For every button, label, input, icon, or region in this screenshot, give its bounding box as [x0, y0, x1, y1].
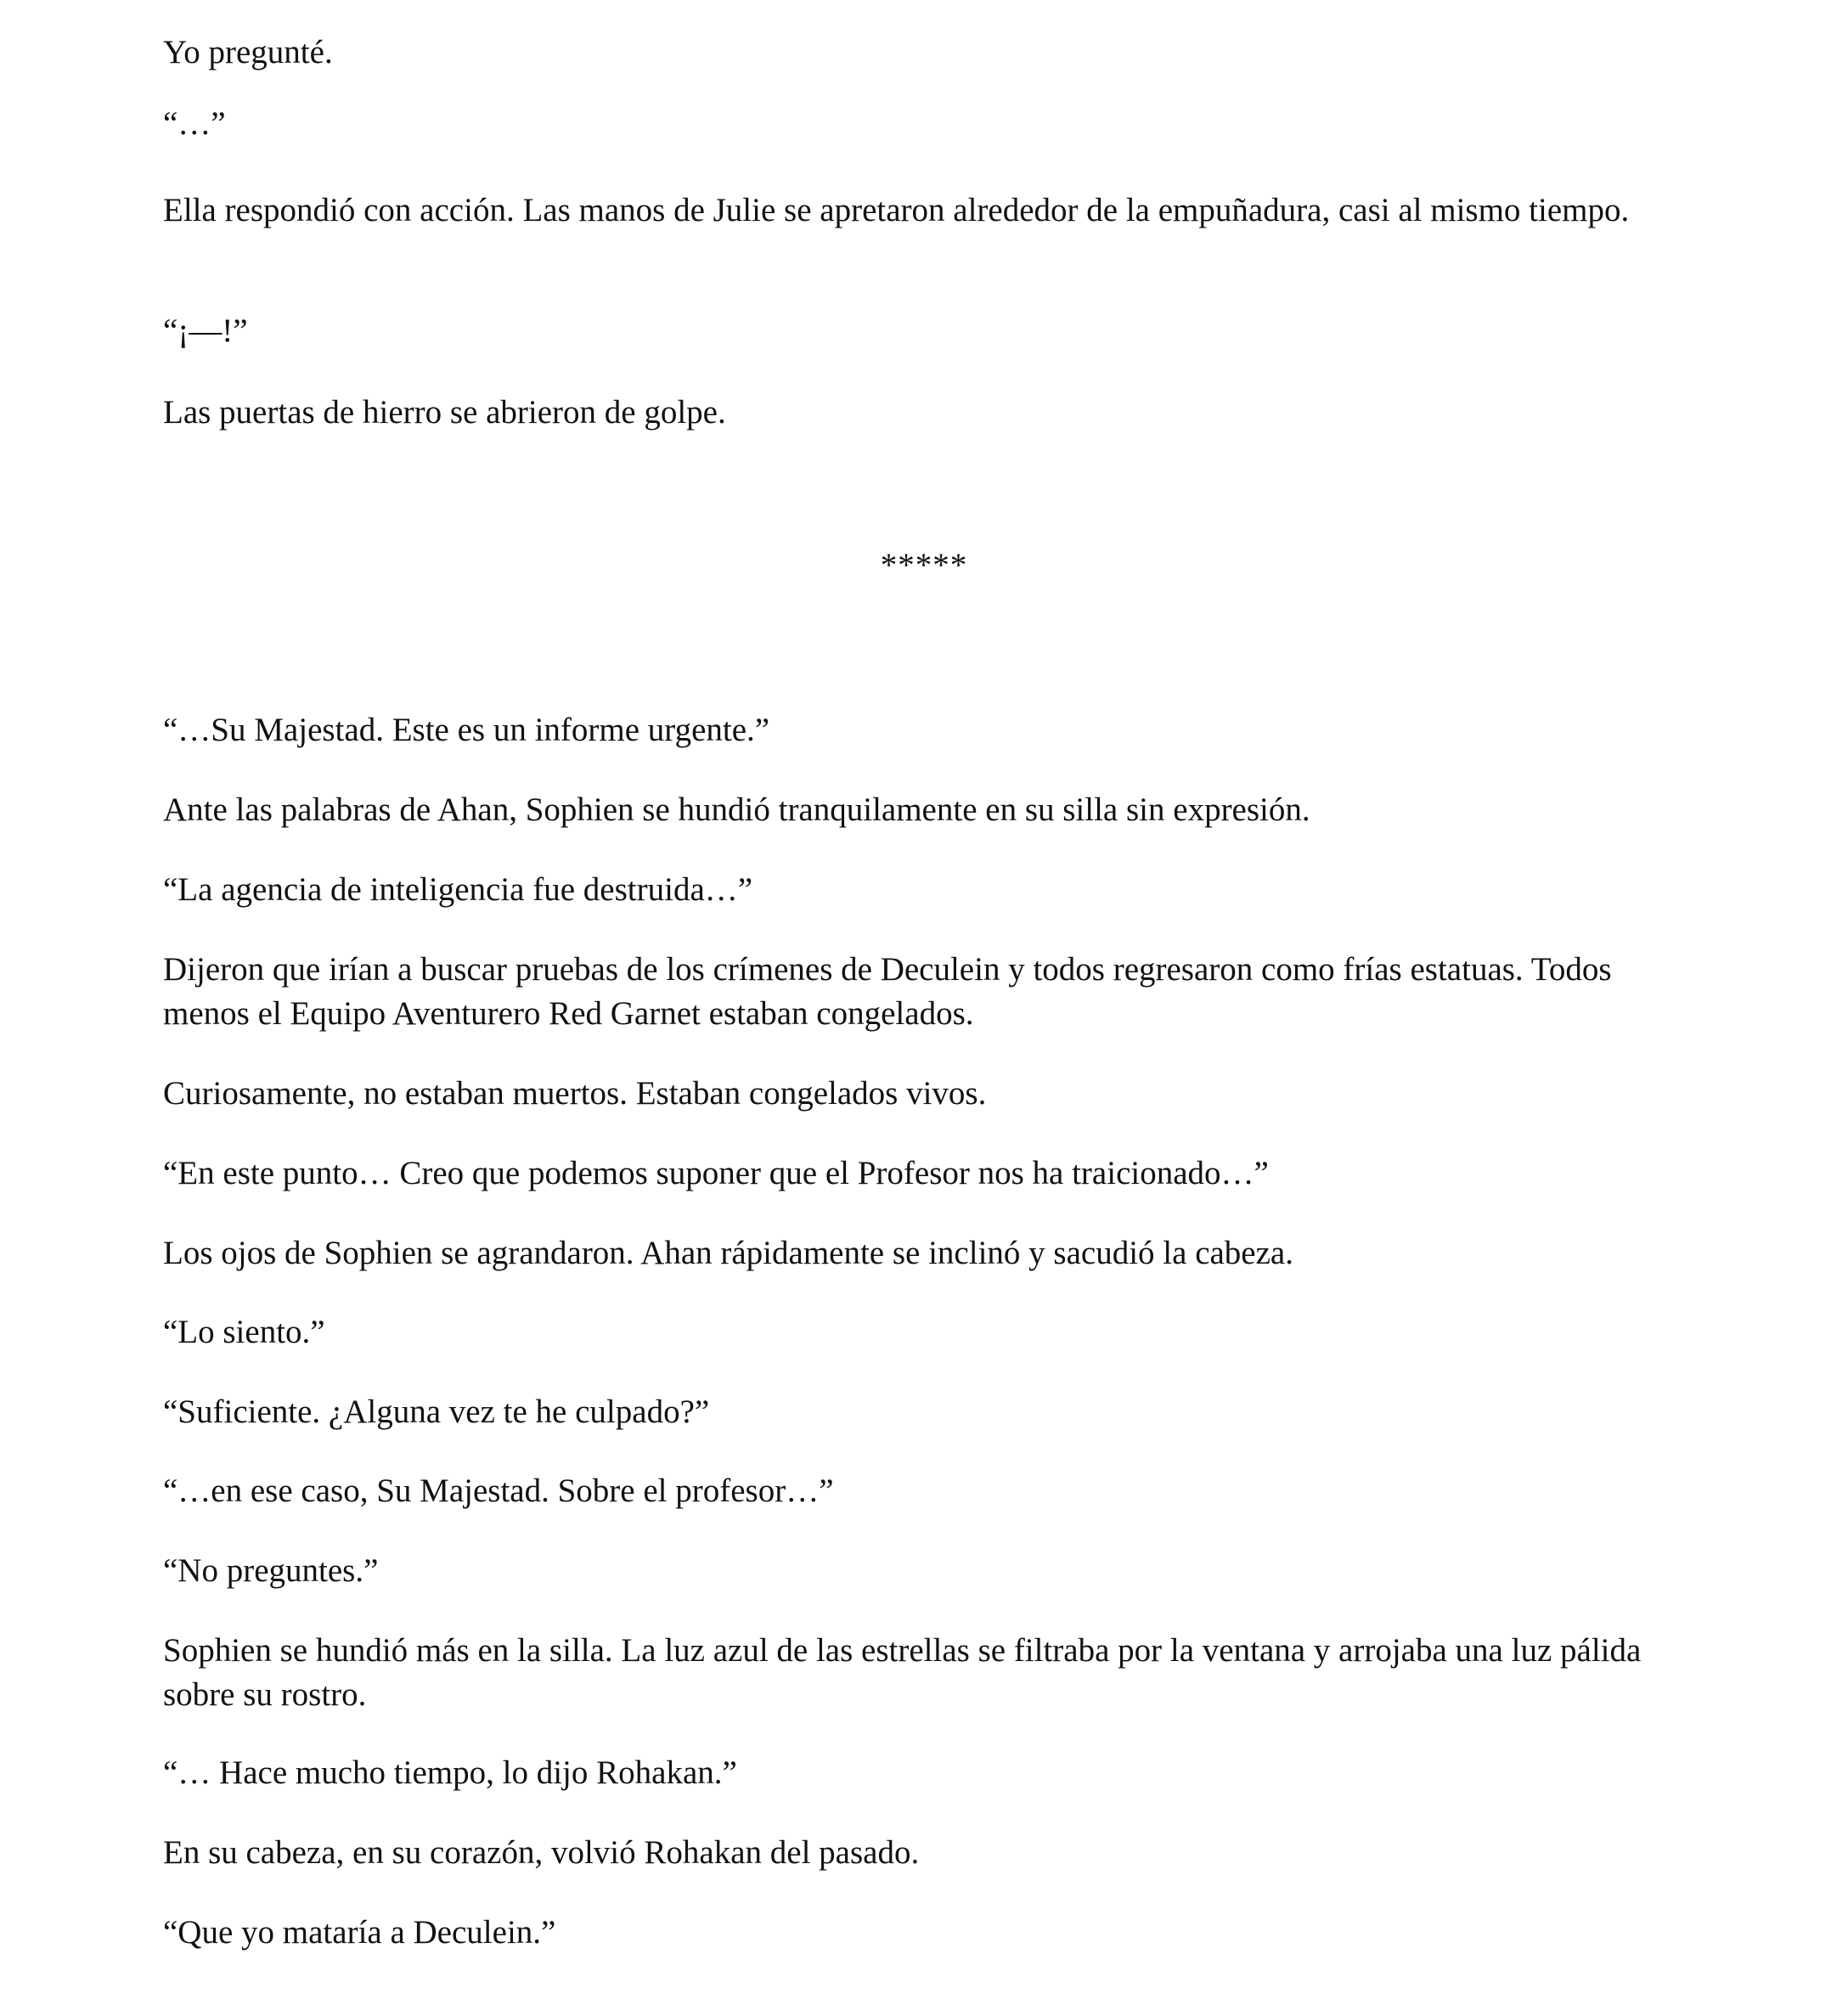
paragraph: “No preguntes.” — [163, 1552, 379, 1589]
paragraph: Ella respondió con acción. Las manos de Julie se apretaron alrededor de la empuñadura, casi al mismo tiempo. — [163, 192, 1630, 228]
paragraph: Sophien se hundió más en la silla. La luz azul de las estrellas se filtraba por la ventana y arrojaba una luz pálida sobre su rostro. — [163, 1632, 1642, 1713]
paragraph: “En este punto… Creo que podemos suponer que el Profesor nos ha traicionado…” — [163, 1155, 1269, 1191]
paragraph: “¡—!” — [163, 313, 248, 349]
paragraph: Curiosamente, no estaban muertos. Estaban congelados vivos. — [163, 1075, 987, 1112]
paragraph: “Suficiente. ¿Alguna vez te he culpado?” — [163, 1394, 710, 1430]
paragraph: “Que yo mataría a Deculein.” — [163, 1914, 556, 1951]
section-separator: ***** — [880, 547, 968, 583]
paragraph: Las puertas de hierro se abrieron de golpe. — [163, 394, 726, 431]
paragraph: Dijeron que irían a buscar pruebas de los crímenes de Deculein y todos regresaron como frías estatuas. Todos menos el Equipo Aventurero Red Garnet estaban congelados. — [163, 951, 1612, 1032]
paragraph: “…en ese caso, Su Majestad. Sobre el profesor…” — [163, 1473, 834, 1509]
paragraph: Yo pregunté. — [163, 34, 333, 70]
paragraph: Ante las palabras de Ahan, Sophien se hundió tranquilamente en su silla sin expresión. — [163, 791, 1310, 828]
paragraph: “Lo siento.” — [163, 1314, 325, 1350]
document-page — [163, 0, 1685, 1999]
paragraph: Los ojos de Sophien se agrandaron. Ahan rápidamente se inclinó y sacudió la cabeza. — [163, 1235, 1293, 1271]
paragraph: “…Su Majestad. Este es un informe urgente.” — [163, 712, 770, 748]
paragraph: “…” — [163, 105, 226, 142]
paragraph: “La agencia de inteligencia fue destruida…” — [163, 871, 753, 908]
paragraph: “… Hace mucho tiempo, lo dijo Rohakan.” — [163, 1754, 737, 1791]
paragraph: En su cabeza, en su corazón, volvió Rohakan del pasado. — [163, 1834, 920, 1871]
